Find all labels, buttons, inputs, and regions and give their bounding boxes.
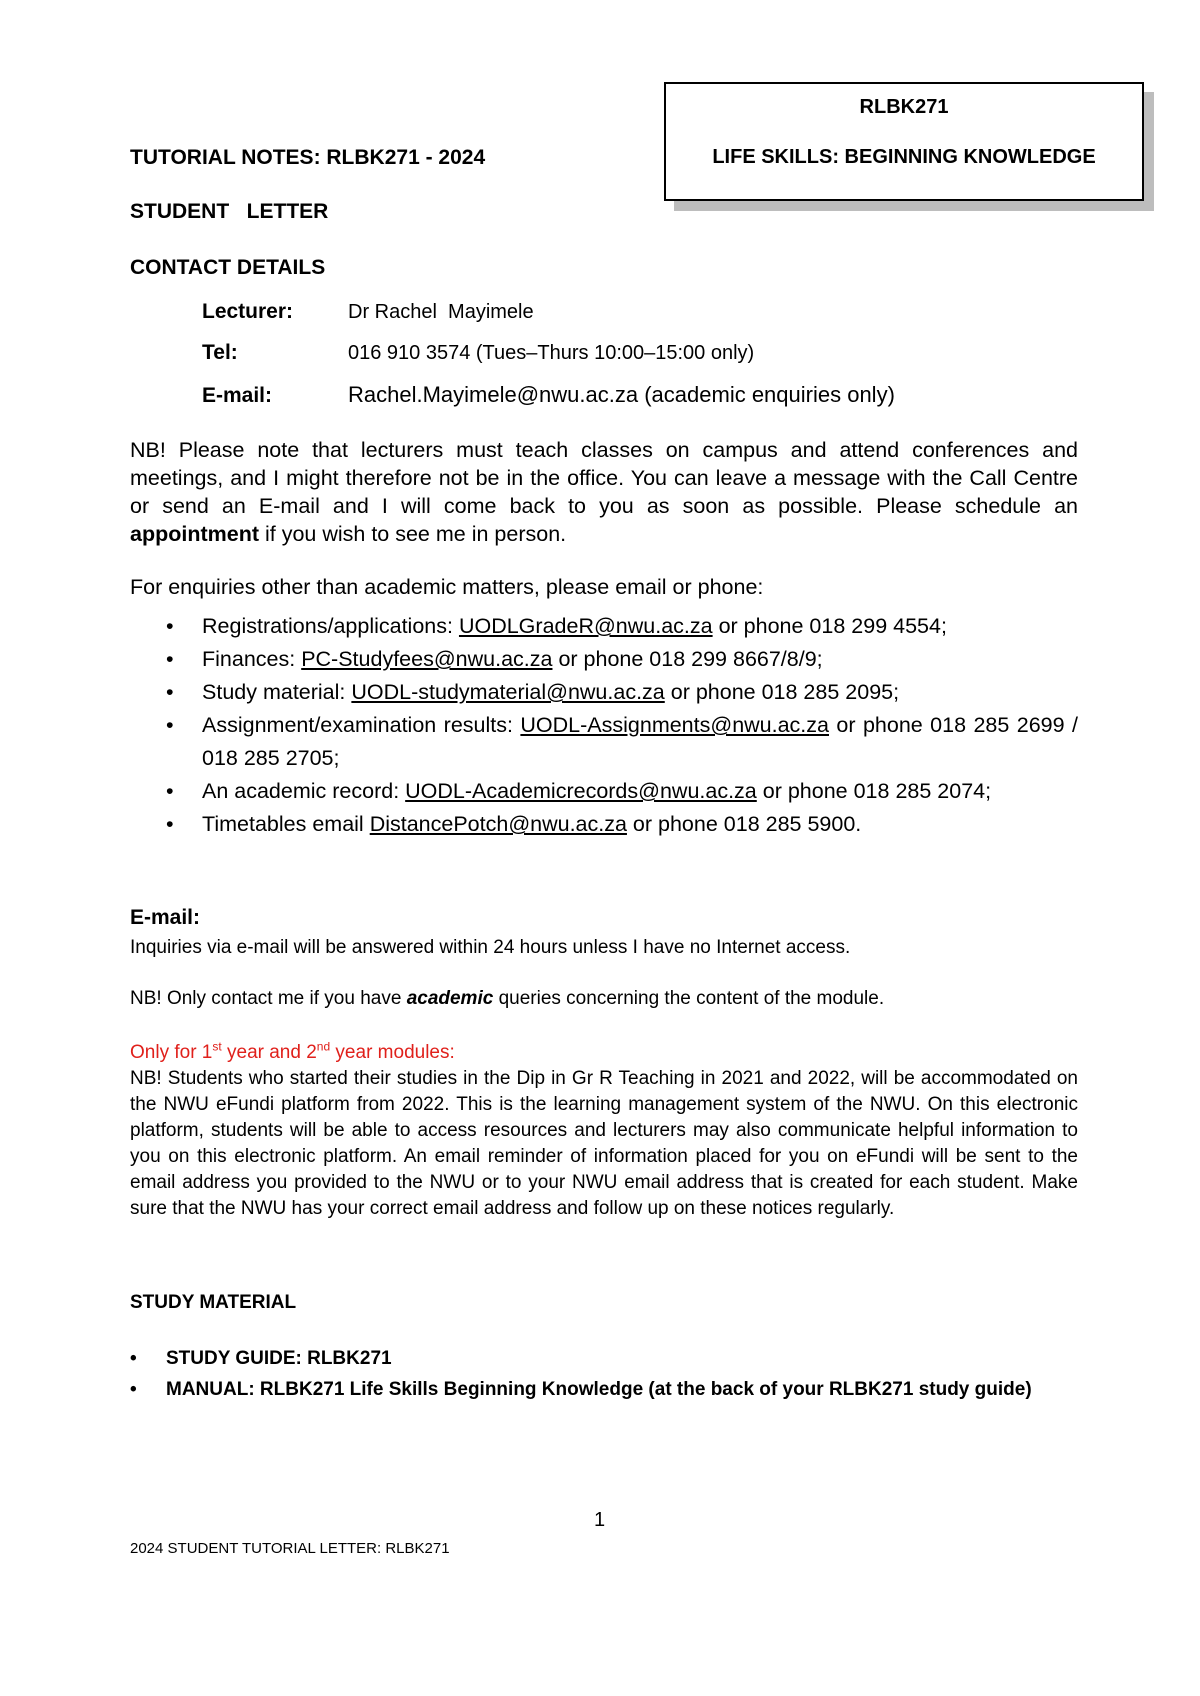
- red-text: Only for 1: [130, 1042, 213, 1063]
- enquiries-intro: For enquiries other than academic matters, please email or phone:: [130, 575, 764, 599]
- study-material-heading: STUDY MATERIAL: [130, 1292, 297, 1313]
- email-response-note: Inquiries via e-mail will be answered within 24 hours unless I have no Internet access.: [130, 937, 851, 958]
- email-section-heading: E-mail:: [130, 906, 201, 929]
- lecturer-label: Lecturer:: [202, 300, 294, 323]
- modules-note-heading: [130, 1040, 1078, 1066]
- contact-label: Registrations/applications:: [202, 614, 459, 638]
- appointment-emphasis: appointment: [130, 522, 259, 546]
- module-code: RLBK271: [859, 96, 949, 118]
- email-link[interactable]: UODL-Academicrecords@nwu.ac.za: [405, 779, 757, 803]
- contact-phone: or phone 018 285 2699 / 018 285 2705;: [202, 713, 1078, 770]
- academic-note-text: NB! Only contact me if you have: [130, 988, 407, 1009]
- list-item: [130, 610, 1078, 643]
- red-text: year and 2: [221, 1042, 317, 1063]
- list-item: [130, 709, 1078, 775]
- tel-label: Tel:: [202, 341, 238, 364]
- page-footer: 2024 STUDENT TUTORIAL LETTER: RLBK271: [130, 1540, 450, 1557]
- list-item: [130, 676, 1078, 709]
- lecturer-email[interactable]: Rachel.Mayimele@nwu.ac.za (academic enquiries only): [348, 382, 895, 407]
- contact-phone: or phone 018 285 2074;: [756, 779, 992, 803]
- red-text: year modules:: [330, 1042, 455, 1063]
- academic-note-end: queries concerning the content of the module.: [493, 988, 885, 1009]
- page-title: TUTORIAL NOTES: RLBK271 - 2024: [130, 146, 486, 169]
- email-link[interactable]: UODL-studymaterial@nwu.ac.za: [351, 680, 665, 704]
- contact-label: An academic record:: [202, 779, 406, 803]
- email-link[interactable]: UODL-Assignments@nwu.ac.za: [520, 713, 829, 737]
- email-label: E-mail:: [202, 384, 273, 407]
- list-item: • STUDY GUIDE: RLBK271: [130, 1346, 1078, 1372]
- module-subject: LIFE SKILLS: BEGINNING KNOWLEDGE: [712, 146, 1096, 168]
- list-item: [130, 643, 1078, 676]
- availability-note-text: NB! Please note that lecturers must teach classes on campus and attend conferences and meetings, and I might therefore not be in the office. You can leave a message with the Call Centre or send an E-mail and I will come back to you as soon as possible. Please schedule an: [130, 438, 1078, 518]
- availability-note: [130, 436, 1078, 548]
- lecturer-value: Dr Rachel Mayimele: [348, 301, 534, 323]
- list-item: [130, 775, 1078, 808]
- contact-label: Study material:: [202, 680, 352, 704]
- contact-list: [130, 610, 1078, 841]
- availability-note-end: if you wish to see me in person.: [259, 522, 567, 546]
- contact-phone: or phone 018 299 4554;: [712, 614, 947, 638]
- ordinal-sup: nd: [316, 1039, 331, 1054]
- tel-value: 016 910 3574 (Tues–Thurs 10:00–15:00 only): [348, 342, 755, 364]
- contact-phone: or phone 018 285 5900.: [626, 812, 862, 836]
- contact-label: Finances:: [202, 647, 302, 671]
- contact-phone: or phone 018 285 2095;: [664, 680, 900, 704]
- list-item: [130, 808, 1078, 841]
- contact-label: Assignment/examination results:: [202, 713, 521, 737]
- list-item: • MANUAL: RLBK271 Life Skills Beginning Knowledge (at the back of your RLBK271 study guide): [130, 1377, 1078, 1403]
- contact-phone: or phone 018 299 8667/8/9;: [552, 647, 823, 671]
- email-link[interactable]: DistancePotch@nwu.ac.za: [369, 812, 627, 836]
- contact-label: Timetables email: [202, 812, 370, 836]
- page-subtitle: STUDENT LETTER: [130, 200, 329, 223]
- study-material-list: [130, 1346, 1078, 1408]
- contact-heading: CONTACT DETAILS: [130, 256, 326, 279]
- academic-emphasis: academic: [406, 988, 494, 1009]
- page-number: 1: [594, 1509, 606, 1531]
- module-header-box: [664, 82, 1144, 201]
- academic-only-note: [130, 986, 1078, 1012]
- efundi-note: NB! Students who started their studies in the Dip in Gr R Teaching in 2021 and 2022, will be accommodated on the NWU eFundi platform from 2022. This is the learning management system of the NWU. On this electronic platform, students will be able to access resources and lecturers may also communicate helpful information to you on this electronic platform. An email reminder of information placed for you on eFundi will be sent to the email address you provided to the NWU or to your NWU email address that is created for each student. Make sure that the NWU has your correct email address and follow up on these notices regularly.: [130, 1068, 1078, 1219]
- email-link[interactable]: UODLGradeR@nwu.ac.za: [458, 614, 713, 638]
- email-link[interactable]: PC-Studyfees@nwu.ac.za: [301, 647, 553, 671]
- ordinal-sup: st: [212, 1039, 222, 1054]
